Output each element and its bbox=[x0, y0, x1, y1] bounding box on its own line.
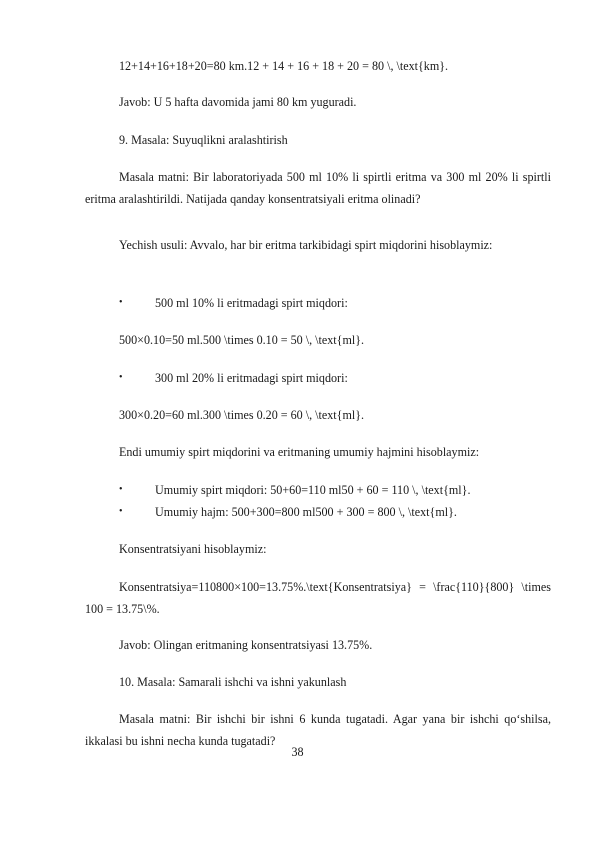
equation-line: 12+14+16+18+20=80 km.12 + 14 + 16 + 18 + 20 = 80 \, \text{km}. bbox=[119, 59, 449, 73]
problem-text: Masala matni: Bir ishchi bir ishni 6 kunda tugatadi. Agar yana bir ishchi qo‘shilsa, ikkalasi bu ishni necha kunda tugatadi? bbox=[85, 712, 551, 748]
problem-heading: 9. Masala: Suyuqlikni aralashtirish bbox=[119, 133, 288, 147]
answer-line: Javob: U 5 hafta davomida jami 80 km yuguradi. bbox=[119, 95, 357, 109]
paragraph: Konsentratsiyani hisoblaymiz: bbox=[119, 542, 267, 556]
problem-text: Masala matni: Bir laboratoriyada 500 ml 10% li spirtli eritma va 300 ml 20% li spirtli eritma aralashtirildi. Natijada qanday konsentratsiyali eritma olinadi? bbox=[85, 170, 551, 206]
problem-heading: 10. Masala: Samarali ishchi va ishni yakunlash bbox=[119, 675, 347, 689]
paragraph: Endi umumiy spirt miqdorini va eritmaning umumiy hajmini hisoblaymiz: bbox=[119, 445, 480, 459]
bullet-icon: • bbox=[119, 297, 123, 308]
bullet-icon: • bbox=[119, 506, 123, 517]
bullet-text: Umumiy spirt miqdori: 50+60=110 ml50 + 60 = 110 \, \text{ml}. bbox=[155, 483, 471, 497]
bullet-text: 300 ml 20% li eritmadagi spirt miqdori: bbox=[155, 371, 348, 385]
bullet-text: 500 ml 10% li eritmadagi spirt miqdori: bbox=[155, 296, 348, 310]
bullet-text: Umumiy hajm: 500+300=800 ml500 + 300 = 800 \, \text{ml}. bbox=[155, 505, 457, 519]
bullet-icon: • bbox=[119, 372, 123, 383]
page-number: 38 bbox=[291, 745, 304, 759]
solution-intro: Yechish usuli: Avvalo, har bir eritma tarkibidagi spirt miqdorini hisoblaymiz: bbox=[119, 238, 493, 252]
equation-line: 500×0.10=50 ml.500 \times 0.10 = 50 \, \text{ml}. bbox=[119, 333, 365, 347]
bullet-icon: • bbox=[119, 484, 123, 495]
equation-line: 300×0.20=60 ml.300 \times 0.20 = 60 \, \text{ml}. bbox=[119, 408, 365, 422]
equation-line: Konsentratsiya=110800×100=13.75%.\text{Konsentratsiya} = \frac{110}{800} \times 100 = 13.75\%. bbox=[85, 580, 551, 616]
answer-line: Javob: Olingan eritmaning konsentratsiyasi 13.75%. bbox=[119, 638, 373, 652]
